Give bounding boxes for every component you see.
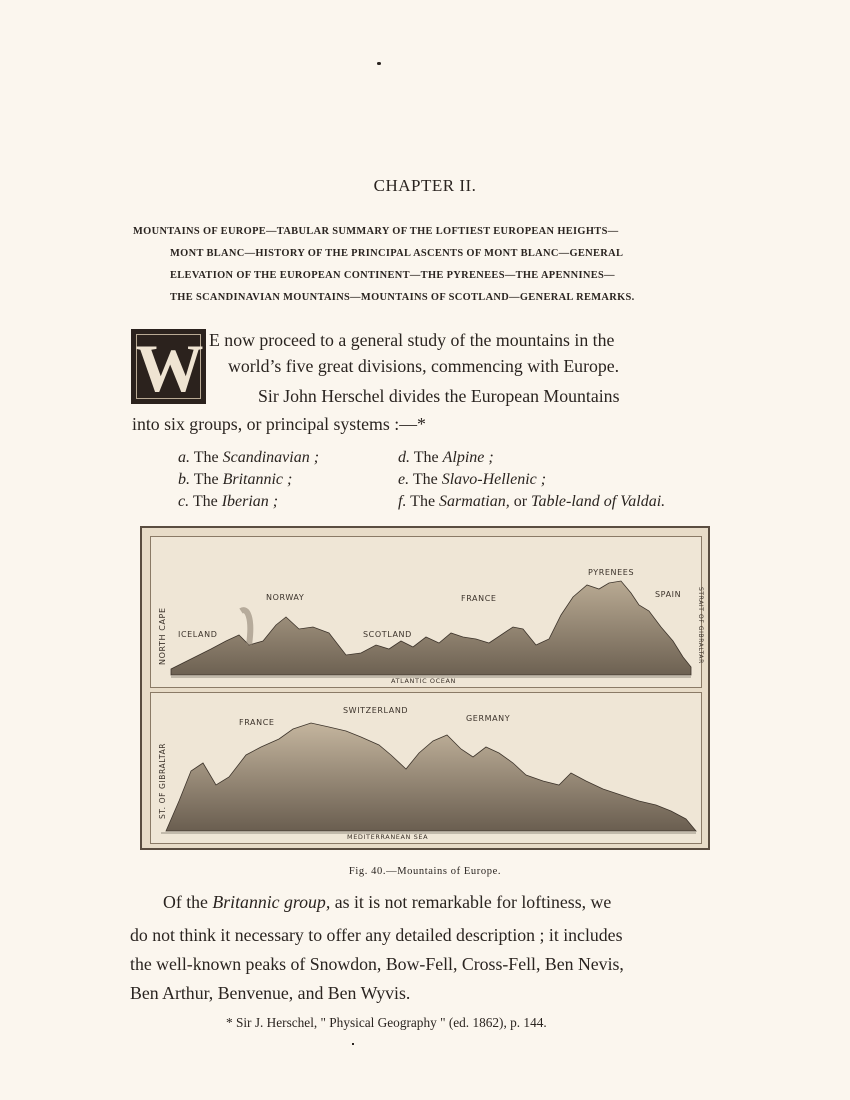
side-label: STRAIT OF GIBRALTAR [697,587,704,664]
group-item: e. The Slavo-Hellenic ; [398,471,547,488]
drop-cap-letter: W [135,330,202,406]
region-label: SPAIN [655,590,682,599]
region-label: NORWAY [266,593,305,602]
group-item: d. The Alpine ; [398,449,494,466]
summary-line: ELEVATION OF THE EUROPEAN CONTINENT—THE PYRENEES—THE APENNINES— [170,270,615,281]
intro-line: E now proceed to a general study of the mountains in the [209,330,615,350]
profile-panel-mediterranean [150,692,702,844]
summary-line: MONT BLANC—HISTORY OF THE PRINCIPAL ASCENTS OF MONT BLANC—GENERAL [170,248,624,259]
intro-line: Sir John Herschel divides the European Mountains [258,386,620,406]
mountain-profile-figure [140,526,710,850]
figure-caption: Fig. 40.—Mountains of Europe. [348,866,502,877]
side-label: NORTH CAPE [158,607,167,665]
region-label: SWITZERLAND [343,706,409,715]
group-item: a. The Scandinavian ; [178,449,320,466]
region-label: FRANCE [461,594,497,603]
chapter-summary [128,221,728,309]
summary-line: MOUNTAINS OF EUROPE—TABULAR SUMMARY OF THE LOFTIEST EUROPEAN HEIGHTS— [133,226,619,237]
body-line: Ben Arthur, Benvenue, and Ben Wyvis. [130,983,411,1003]
body-line: the well-known peaks of Snowdon, Bow-Fell, Cross-Fell, Ben Nevis, [130,954,624,974]
intro-line: world’s five great divisions, commencing with Europe. [228,356,620,376]
region-label: ICELAND [178,630,218,639]
group-item: c. The Iberian ; [178,493,279,510]
sea-label: ATLANTIC OCEAN [391,677,456,685]
page-mark [352,1043,354,1045]
intro-line: into six groups, or principal systems :—* [132,414,426,434]
body-line: Of the Britannic group, as it is not remarkable for loftiness, we [163,892,612,912]
body-line: do not think it necessary to offer any detailed description ; it includes [130,925,623,945]
region-label: PYRENEES [588,568,635,577]
region-label: FRANCE [239,718,275,727]
group-item: b. The Britannic ; [178,471,293,488]
profile-panel-atlantic [150,536,702,688]
page-mark [377,62,381,65]
region-label: SCOTLAND [363,630,412,639]
footnote: * Sir J. Herschel, " Physical Geography " (ed. 1862), p. 144. [226,1015,547,1030]
chapter-title: CHAPTER II. [373,176,477,195]
mountain-silhouette [166,723,696,831]
side-label: ST. OF GIBRALTAR [158,742,167,819]
group-item: f. The Sarmatian, or Table-land of Valdai. [398,493,666,510]
summary-line: THE SCANDINAVIAN MOUNTAINS—MOUNTAINS OF SCOTLAND—GENERAL REMARKS. [170,292,635,303]
drop-cap [131,329,206,404]
profile-illustration [151,693,701,843]
region-label: GERMANY [466,714,511,723]
profile-illustration [151,537,704,687]
sea-label: MEDITERRANEAN SEA [347,833,429,841]
